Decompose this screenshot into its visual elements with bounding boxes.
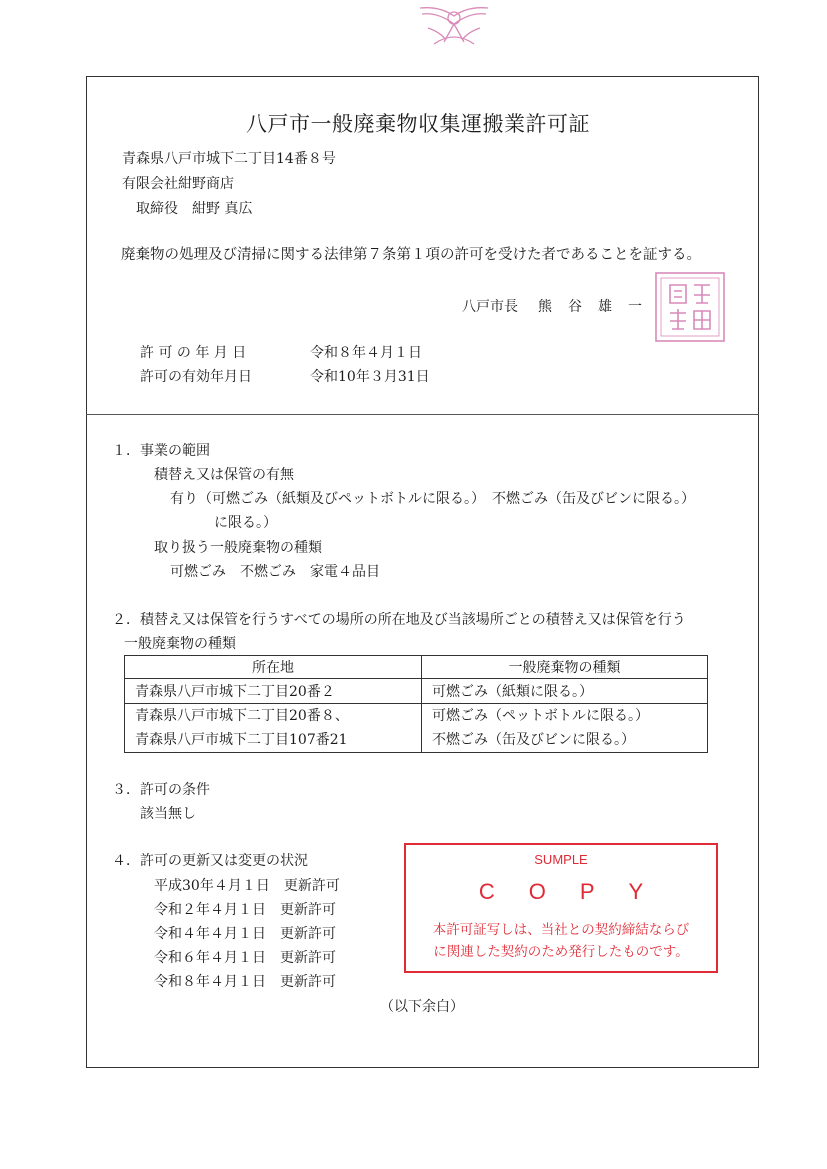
table-cell-location [125, 704, 422, 753]
renewal-entry: 平成30年４月１日 更新許可 [154, 878, 340, 894]
table-header-location: 所在地 [125, 656, 422, 679]
section2-heading-line-2: 一般廃棄物の種類 [124, 636, 236, 652]
location-line-1: 青森県八戸市城下二丁目20番８、 [135, 708, 349, 724]
copy-stamp-copy: COPY [478, 879, 678, 904]
issuer-title: 八戸市長 [462, 299, 518, 315]
table-cell-waste-type [422, 704, 708, 753]
storage-line-1: 有り（可燃ごみ（紙類及びペットボトルに限る。） 不燃ごみ（缶及びビンに限る。） [170, 491, 695, 507]
permit-date-value: 令和８年４月１日 [310, 345, 422, 361]
certification-statement: 廃棄物の処理及び清掃に関する法律第７条第１項の許可を受けた者であることを証する。 [121, 247, 701, 263]
section-divider [86, 414, 759, 415]
renewal-entry: 令和８年４月１日 更新許可 [154, 974, 336, 990]
section2-heading-line-1: ２．積替え又は保管を行うすべての場所の所在地及び当該場所ごとの積替え又は保管を行う [112, 612, 686, 628]
table-header-row [125, 656, 708, 679]
expiry-date-value: 令和10年３月31日 [310, 369, 430, 385]
permit-date-label: 許 可 の 年 月 日 [140, 345, 247, 361]
location-line-2: 青森県八戸市城下二丁目107番21 [135, 732, 348, 748]
table-cell-location: 青森県八戸市城下二丁目20番２ [125, 679, 422, 704]
renewal-entry: 令和４年４月１日 更新許可 [154, 926, 336, 942]
renewal-entry: 令和２年４月１日 更新許可 [154, 902, 336, 918]
expiry-date-label: 許可の有効年月日 [140, 369, 252, 385]
storage-line-2: に限る。） [214, 515, 277, 531]
holder-address: 青森県八戸市城下二丁目14番８号 [122, 151, 336, 167]
mayor-seal-icon [652, 269, 728, 345]
waste-type-line-2: 不燃ごみ（缶及びビンに限る。） [432, 732, 635, 748]
storage-heading: 積替え又は保管の有無 [154, 467, 294, 483]
waste-type-line-1: 可燃ごみ（ペットボトルに限る。） [432, 708, 649, 724]
section3-value: 該当無し [140, 806, 196, 822]
holder-company: 有限会社紺野商店 [122, 176, 234, 192]
copy-stamp [404, 843, 718, 973]
city-seal-icon [410, 2, 498, 50]
issuer-name: 熊 谷 雄 一 [538, 299, 643, 315]
table-row [125, 679, 708, 704]
document-title: 八戸市一般廃棄物収集運搬業許可証 [246, 112, 590, 136]
copy-stamp-note-line-1: 本許可証写しは、当社との契約締結ならび [432, 922, 690, 937]
section1-heading: １．事業の範囲 [112, 443, 210, 459]
types-heading: 取り扱う一般廃棄物の種類 [154, 540, 322, 556]
table-row [125, 704, 708, 753]
renewal-entry: 令和６年４月１日 更新許可 [154, 950, 336, 966]
storage-locations-table [124, 655, 708, 753]
copy-stamp-sample: SUMPLE [534, 852, 588, 867]
holder-representative: 取締役 紺野 真広 [136, 201, 253, 217]
end-note: （以下余白） [380, 999, 464, 1015]
section3-heading: ３．許可の条件 [112, 782, 210, 798]
table-header-waste-type: 一般廃棄物の種類 [422, 656, 708, 679]
section4-heading: ４．許可の更新又は変更の状況 [112, 853, 308, 869]
table-cell-waste-type: 可燃ごみ（紙類に限る。） [422, 679, 708, 704]
copy-stamp-note [406, 919, 716, 963]
copy-stamp-note-line-2: に関連した契約のため発行したものです。 [433, 944, 689, 959]
types-value: 可燃ごみ 不燃ごみ 家電４品目 [170, 564, 380, 580]
